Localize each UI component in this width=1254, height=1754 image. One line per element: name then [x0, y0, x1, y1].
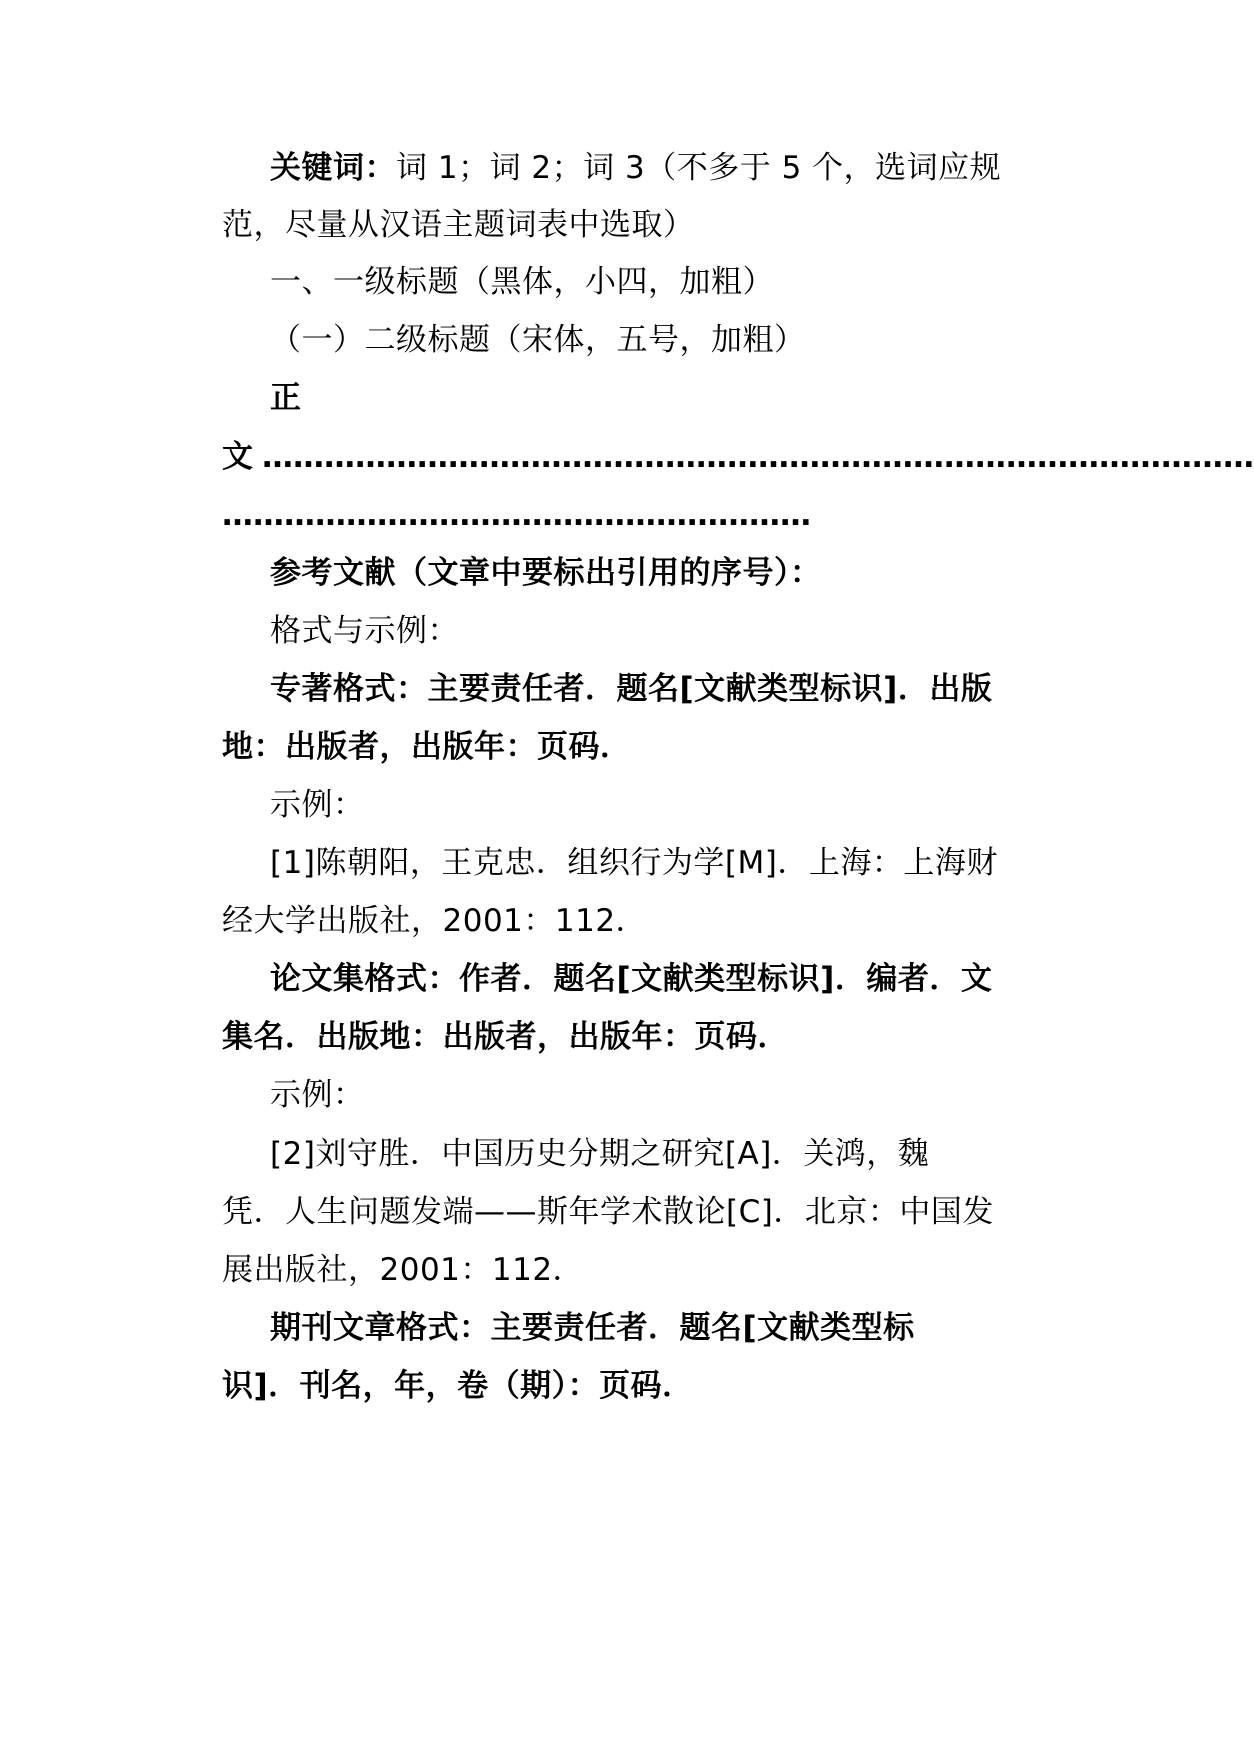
- body-text-char-2: 文: [222, 439, 254, 475]
- journal-format-line-2: 识]．刊名，年，卷（期）：页码．: [222, 1368, 694, 1404]
- monograph-example-label: 示例：: [270, 787, 365, 823]
- keywords-list: 词 1；词 2；词 3（不多于 5 个，选词应规: [396, 150, 1002, 186]
- references-title: 参考文献（文章中要标出引用的序号）：: [270, 555, 822, 591]
- monograph-example-line-1: [1]陈朝阳，王克忠．组织行为学[M]．上海：上海财: [270, 845, 998, 881]
- collection-example-line-1: [2]刘守胜．中国历史分期之研究[A]．关鸿，魏: [270, 1136, 930, 1172]
- heading-level-1-sample: 一、一级标题（黑体，小四，加粗）: [270, 264, 774, 300]
- collection-format-line-2: 集名．出版地：出版者，出版年：页码．: [222, 1019, 789, 1055]
- references-intro: 格式与示例：: [270, 613, 459, 649]
- journal-format-line-1: 期刊文章格式：主要责任者．题名[文献类型标: [270, 1310, 915, 1346]
- monograph-format-line-1: 专著格式：主要责任者．题名[文献类型标识]．出版: [270, 671, 993, 707]
- collection-example-line-2: 凭．人生问题发端——斯年学术散论[C]．北京：中国发: [222, 1194, 994, 1230]
- body-text-char-1: 正: [270, 380, 302, 416]
- collection-format-line-1: 论文集格式：作者．题名[文献类型标识]．编者．文: [270, 961, 993, 997]
- keywords-line-1: [270, 148, 1042, 188]
- heading-level-2-sample: （一）二级标题（宋体，五号，加粗）: [270, 322, 806, 358]
- monograph-format-line-2: 地：出版者，出版年：页码．: [222, 729, 632, 765]
- collection-example-label: 示例：: [270, 1077, 365, 1113]
- keywords-label: 关键词：: [270, 150, 396, 186]
- body-text-dots-2: …………………………………………………: [222, 497, 811, 533]
- body-text-dots-1: ……………………………………………………………………………………: [262, 439, 1254, 475]
- collection-example-line-3: 展出版社，2001：112．: [222, 1252, 585, 1288]
- keywords-line-2: 范，尽量从汉语主题词表中选取）: [222, 207, 695, 243]
- monograph-example-line-2: 经大学出版社，2001：112．: [222, 903, 648, 939]
